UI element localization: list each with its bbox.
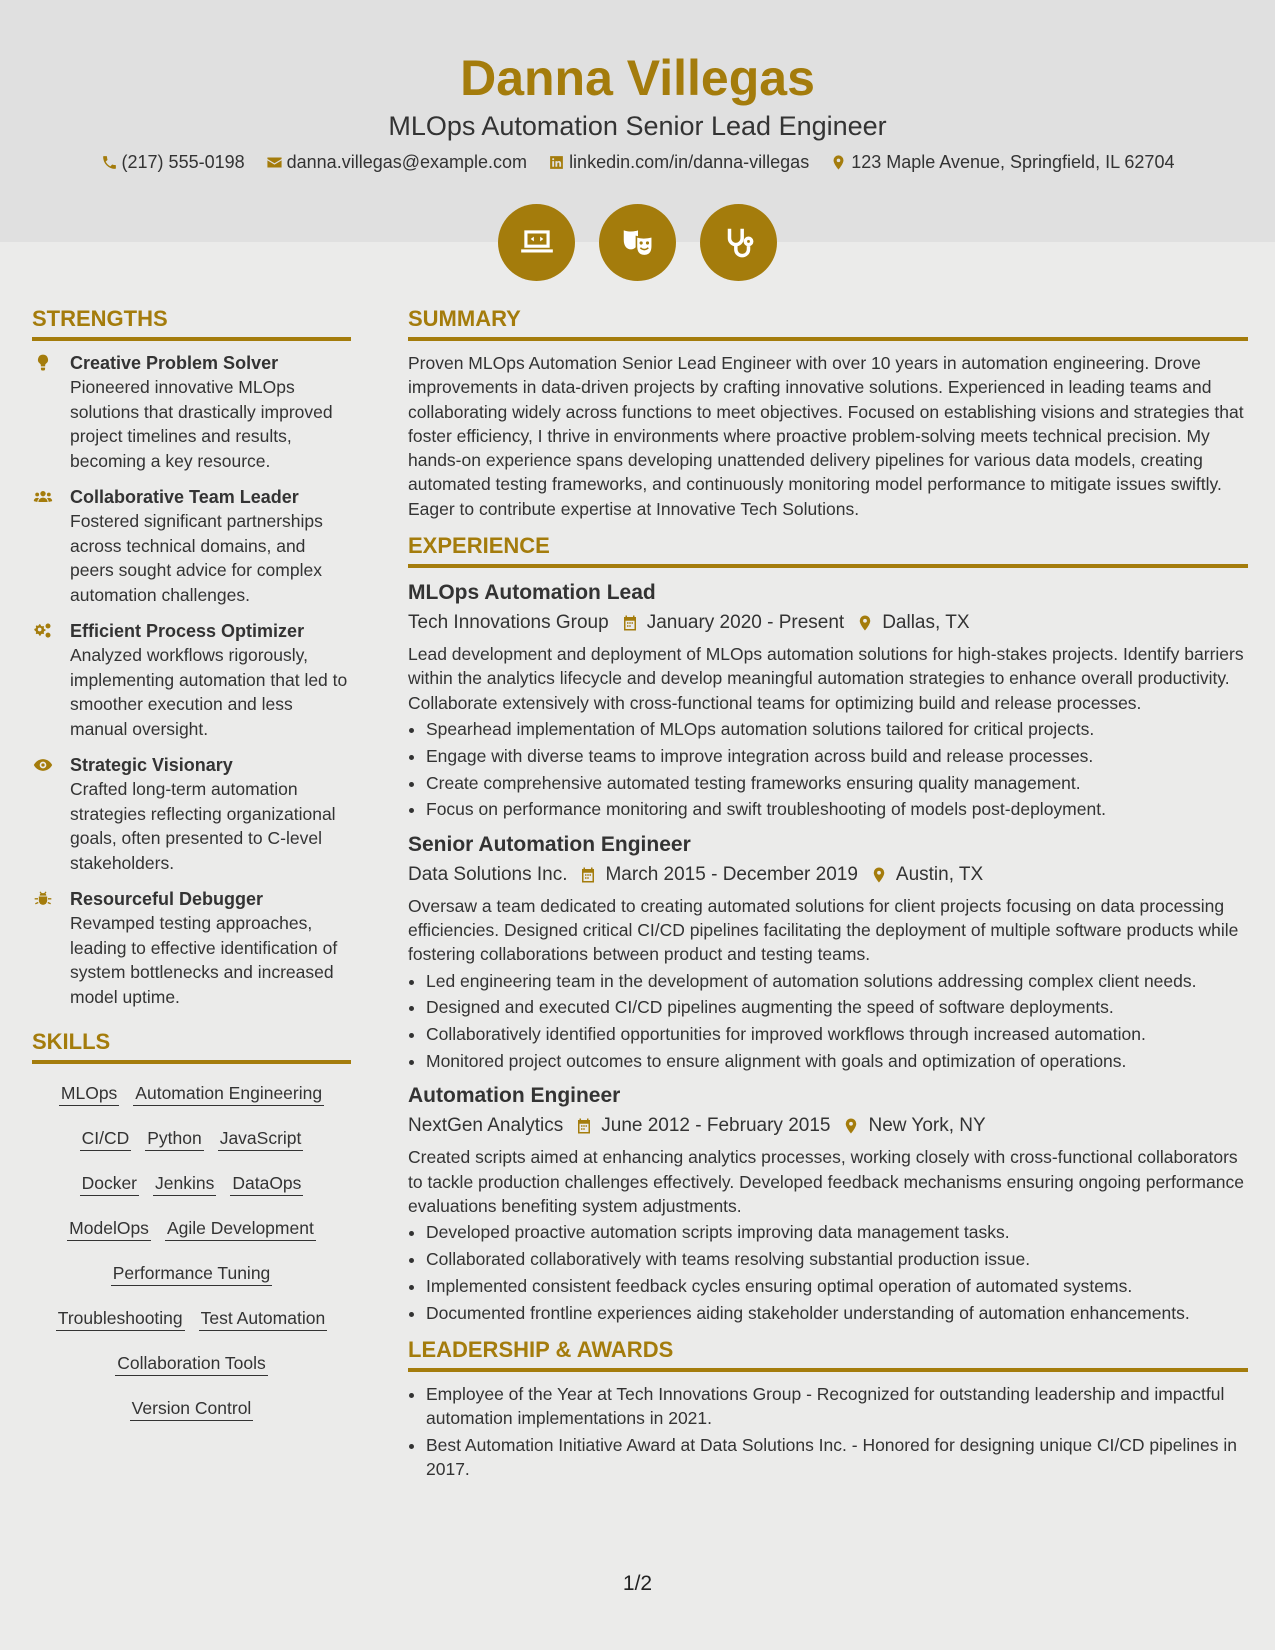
badge-row xyxy=(0,204,1275,281)
job-bullet: • Spearhead implementation of MLOps automation solutions tailored for critical projects. xyxy=(426,717,1248,741)
linkedin-icon xyxy=(548,154,565,171)
contact-phone[interactable] xyxy=(101,152,245,173)
email-text: danna.villegas@example.com xyxy=(286,152,528,172)
strength-desc: Analyzed workflows rigorously, implementing automation that led to smoother execution and less manual oversight. xyxy=(70,645,348,739)
job-description: Oversaw a team dedicated to creating automated solutions for client projects focusing on data processing efficiencies. Designed critical CI/CD pipelines facilitating the deployment of multiple software products while fostering collaborations between product and testing teams. xyxy=(408,895,1239,965)
skill-tag: Troubleshooting xyxy=(56,1307,185,1331)
job-bullet: • Monitored project outcomes to ensure alignment with goals and optimization of operations. xyxy=(426,1049,1248,1073)
users-icon xyxy=(32,487,54,507)
cogs-icon xyxy=(32,621,54,641)
job-location: Dallas, TX xyxy=(882,612,970,634)
job-entry xyxy=(408,578,1248,822)
contact-linkedin[interactable] xyxy=(548,152,809,173)
address-text: 123 Maple Avenue, Springfield, IL 62704 xyxy=(851,152,1175,172)
eye-icon xyxy=(32,755,54,775)
job-bullet: • Collaboratively identified opportunities for improved workflows through increased automation. xyxy=(426,1022,1248,1046)
strength-desc: Crafted long-term automation strategies reflecting organizational goals, often presented to C-level stakeholders. xyxy=(70,779,336,873)
skill-tag: Docker xyxy=(80,1172,139,1196)
strength-item xyxy=(32,351,351,473)
candidate-name: Danna Villegas xyxy=(460,50,815,106)
skill-tag: JavaScript xyxy=(218,1127,304,1151)
strength-desc: Fostered significant partnerships across technical domains, and peers sought advice for complex automation challenges. xyxy=(70,511,323,605)
job-dates: March 2015 - December 2019 xyxy=(605,863,858,885)
skill-tag: Agile Development xyxy=(165,1217,316,1241)
strength-title: Resourceful Debugger xyxy=(70,889,264,909)
job-description: Created scripts aimed at enhancing analytics processes, working closely with cross-functional collaborators to tackle production challenges effectively. Developed feedback mechanisms ensuring ongoing performance evaluations benefiting system adjustments. xyxy=(408,1147,1244,1216)
strength-item xyxy=(32,619,351,741)
award-item: • Employee of the Year at Tech Innovations Group - Recognized for outstanding leadership and impactful automation implementations in 2021. xyxy=(426,1382,1248,1431)
strength-title: Creative Problem Solver xyxy=(70,353,279,373)
job-company: Data Solutions Inc. xyxy=(408,863,568,885)
strength-item xyxy=(32,753,351,875)
calendar-icon xyxy=(575,1117,593,1135)
bug-icon xyxy=(32,889,54,909)
job-meta xyxy=(408,608,1248,638)
strength-title: Collaborative Team Leader xyxy=(70,487,299,507)
job-dates: January 2020 - Present xyxy=(646,612,845,634)
strength-title: Efficient Process Optimizer xyxy=(70,621,305,641)
awards-heading: LEADERSHIP & AWARDS xyxy=(408,1335,1248,1372)
strengths-heading: STRENGTHS xyxy=(32,304,351,341)
job-location: New York, NY xyxy=(868,1115,986,1137)
calendar-icon xyxy=(621,614,639,632)
contact-row xyxy=(0,152,1275,176)
phone-text: (217) 555-0198 xyxy=(121,152,245,172)
job-role: Senior Automation Engineer xyxy=(408,832,691,856)
job-bullets xyxy=(408,1220,1248,1325)
right-column xyxy=(408,304,1248,1490)
award-item: • Best Automation Initiative Award at Data Solutions Inc. - Honored for designing unique CI/CD pipelines in 2017. xyxy=(426,1433,1248,1482)
contact-email[interactable] xyxy=(266,152,527,173)
job-bullets xyxy=(408,969,1248,1074)
summary-heading: SUMMARY xyxy=(408,304,1248,341)
theater-masks-badge xyxy=(599,204,676,281)
job-bullet: • Documented frontline experiences aiding stakeholder understanding of automation enhancements. xyxy=(426,1301,1248,1325)
linkedin-text: linkedin.com/in/danna-villegas xyxy=(569,152,810,172)
lightbulb-icon xyxy=(32,353,54,373)
strength-item xyxy=(32,485,351,607)
job-bullet: • Engage with diverse teams to improve integration across build and release processes. xyxy=(426,744,1248,768)
left-column xyxy=(32,304,351,1434)
skill-tag: Test Automation xyxy=(199,1307,328,1331)
job-company: NextGen Analytics xyxy=(408,1115,564,1137)
envelope-icon xyxy=(266,154,283,171)
skill-tag: Collaboration Tools xyxy=(115,1352,268,1376)
job-location: Austin, TX xyxy=(895,863,984,885)
strength-desc: Pioneered innovative MLOps solutions that drastically improved project timelines and results, becoming a key resource. xyxy=(70,377,333,471)
job-entry xyxy=(408,830,1248,1074)
job-meta xyxy=(408,860,1248,890)
skill-tag: CI/CD xyxy=(80,1127,132,1151)
job-role: Automation Engineer xyxy=(408,1084,621,1108)
phone-icon xyxy=(101,154,118,171)
location-pin-icon xyxy=(842,1117,860,1135)
job-role: MLOps Automation Lead xyxy=(408,581,656,605)
skill-tag: Performance Tuning xyxy=(111,1262,273,1286)
job-company: Tech Innovations Group xyxy=(408,612,609,634)
job-bullet: • Led engineering team in the development of automation solutions addressing complex client needs. xyxy=(426,969,1248,993)
job-bullet: • Implemented consistent feedback cycles ensuring optimal operation of automated systems. xyxy=(426,1274,1248,1298)
job-bullet: • Create comprehensive automated testing frameworks ensuring quality management. xyxy=(426,771,1248,795)
candidate-title: MLOps Automation Senior Lead Engineer xyxy=(388,111,887,141)
job-meta xyxy=(408,1111,1248,1141)
skills-heading: SKILLS xyxy=(32,1027,351,1064)
calendar-icon xyxy=(579,866,597,884)
location-pin-icon xyxy=(870,866,888,884)
awards-list xyxy=(408,1382,1248,1482)
job-bullet: • Collaborated collaboratively with teams resolving substantial production issue. xyxy=(426,1247,1248,1271)
skill-tag: MLOps xyxy=(59,1082,119,1106)
theater-masks-icon xyxy=(619,224,657,262)
job-description: Lead development and deployment of MLOps automation solutions for high-stakes projects. Identify barriers within the analytics lifecycle and develop meaningful automation strategies to enhance overall productivity. Collaborate extensively with cross-functional teams for optimizing build and release processes. xyxy=(408,644,1244,713)
stethoscope-icon xyxy=(720,224,758,262)
job-bullet: • Designed and executed CI/CD pipelines augmenting the speed of software deployments. xyxy=(426,995,1248,1019)
laptop-code-icon xyxy=(518,224,556,262)
job-bullet: • Developed proactive automation scripts improving data management tasks. xyxy=(426,1220,1248,1244)
experience-heading: EXPERIENCE xyxy=(408,531,1248,568)
job-dates: June 2012 - February 2015 xyxy=(601,1115,831,1137)
skill-tag: Jenkins xyxy=(153,1172,216,1196)
job-entry xyxy=(408,1081,1248,1325)
skills-list xyxy=(32,1074,351,1434)
skill-tag: Python xyxy=(145,1127,203,1151)
summary-text: Proven MLOps Automation Senior Lead Engineer with over 10 years in automation engineering. Drove improvements in data-driven projects by crafting innovative solutions. Experienced in leading teams and collaborating widely across functions to meet objectives. Focused on establishing visions and strategies that foster efficiency, I thrive in environments where proactive problem-solving meets technical precision. My hands-on experience spans developing unattended delivery pipelines for various data models, creating automated testing frameworks, and continuously monitoring model performance to mitigate issues swiftly. Eager to contribute expertise at Innovative Tech Solutions. xyxy=(408,353,1244,519)
skill-tag: Automation Engineering xyxy=(133,1082,324,1106)
skill-tag: ModelOps xyxy=(67,1217,151,1241)
page-number: 1/2 xyxy=(622,1572,653,1595)
job-bullet: • Focus on performance monitoring and swift troubleshooting of models post-deployment. xyxy=(426,797,1248,821)
stethoscope-badge xyxy=(700,204,777,281)
location-pin-icon xyxy=(830,154,847,171)
skill-tag: DataOps xyxy=(230,1172,303,1196)
strength-item xyxy=(32,887,351,1009)
strength-desc: Revamped testing approaches, leading to effective identification of system bottlenecks and increased model uptime. xyxy=(70,913,338,1007)
job-bullets xyxy=(408,717,1248,822)
location-pin-icon xyxy=(856,614,874,632)
laptop-code-badge xyxy=(498,204,575,281)
skill-tag: Version Control xyxy=(130,1397,254,1421)
contact-address xyxy=(830,152,1174,173)
strength-title: Strategic Visionary xyxy=(70,755,233,775)
